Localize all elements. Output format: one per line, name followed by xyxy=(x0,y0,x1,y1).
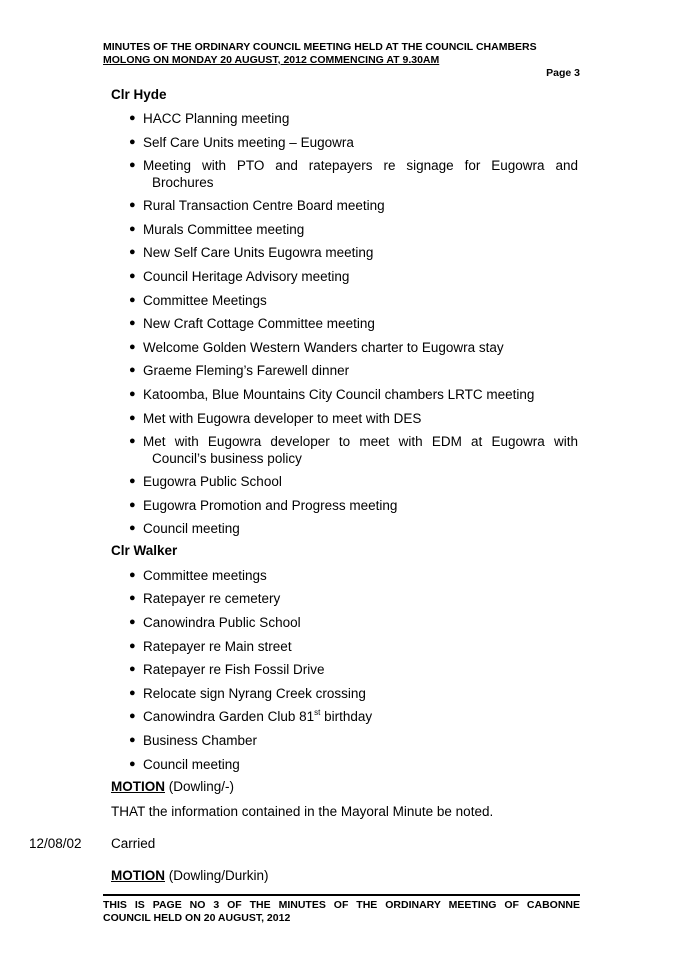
list-item: ● Council meeting xyxy=(129,757,240,772)
motion-line xyxy=(111,779,234,794)
header-line-1: MINUTES OF THE ORDINARY COUNCIL MEETING HELD AT THE COUNCIL CHAMBERS xyxy=(103,41,537,53)
list-item: ● Welcome Golden Western Wanders charter to Eugowra stay xyxy=(129,340,504,355)
bullet-icon: ● xyxy=(129,136,136,148)
header-line-2: MOLONG ON MONDAY 20 AUGUST, 2012 COMMENCING AT 9.30AM xyxy=(103,54,440,66)
motion-movers: (Dowling/Durkin) xyxy=(165,868,269,883)
motion-label: MOTION xyxy=(111,779,165,794)
list-item: ● Committee meetings xyxy=(129,568,267,583)
list-item: ● Self Care Units meeting – Eugowra xyxy=(129,135,354,150)
bullet-icon: ● xyxy=(129,270,136,282)
motion-line xyxy=(111,868,269,883)
motion-label: MOTION xyxy=(111,868,165,883)
bullet-icon: ● xyxy=(129,569,136,581)
list-item: ● Ratepayer re cemetery xyxy=(129,591,281,606)
bullet-icon: ● xyxy=(129,758,136,770)
list-item: ● Relocate sign Nyrang Creek crossing xyxy=(129,686,366,701)
page-header xyxy=(103,41,580,67)
list-item: ● Rural Transaction Centre Board meeting xyxy=(129,198,385,213)
bullet-icon: ● xyxy=(129,412,136,424)
bullet-icon: ● xyxy=(129,592,136,604)
list-item: ● Canowindra Public School xyxy=(129,615,301,630)
page-number: Page 3 xyxy=(546,67,580,79)
bullet-icon: ● xyxy=(129,522,136,534)
bullet-icon: ● xyxy=(129,223,136,235)
bullet-icon: ● xyxy=(129,246,136,258)
bullet-icon: ● xyxy=(129,112,136,124)
bullet-icon: ● xyxy=(129,734,136,746)
list-item: ● New Craft Cottage Committee meeting xyxy=(129,316,375,331)
list-item: ● Business Chamber xyxy=(129,733,258,748)
list-item: ● Met with Eugowra developer to meet with EDM at Eugowra with Council’s business policy xyxy=(129,434,578,466)
list-item: ● Graeme Fleming’s Farewell dinner xyxy=(129,363,350,378)
bullet-icon: ● xyxy=(129,475,136,487)
bullet-icon: ● xyxy=(129,341,136,353)
bullet-icon: ● xyxy=(129,159,136,171)
bullet-icon: ● xyxy=(129,317,136,329)
bullet-icon: ● xyxy=(129,687,136,699)
bullet-icon: ● xyxy=(129,364,136,376)
bullet-icon: ● xyxy=(129,199,136,211)
list-item: ● Canowindra Garden Club 81st birthday xyxy=(129,708,373,724)
section-heading-hyde: Clr Hyde xyxy=(111,87,167,102)
bullet-icon: ● xyxy=(129,663,136,675)
bullet-icon: ● xyxy=(129,616,136,628)
list-item: ● Committee Meetings xyxy=(129,293,267,308)
bullet-icon: ● xyxy=(129,499,136,511)
footer-line-1: THIS IS PAGE NO 3 OF THE MINUTES OF THE ORDINARY MEETING OF CABONNE xyxy=(103,899,580,911)
list-item: ● Ratepayer re Main street xyxy=(129,639,292,654)
list-item: ● Katoomba, Blue Mountains City Council chambers LRTC meeting xyxy=(129,387,535,402)
list-item: ● Murals Committee meeting xyxy=(129,222,305,237)
list-item: ● Eugowra Public School xyxy=(129,474,282,489)
list-item: ● Council Heritage Advisory meeting xyxy=(129,269,350,284)
motion-text: THAT the information contained in the Mayoral Minute be noted. xyxy=(111,804,494,819)
list-item: ● Meeting with PTO and ratepayers re signage for Eugowra and Brochures xyxy=(129,158,578,190)
superscript-ordinal: st xyxy=(314,708,321,717)
list-item: ● Ratepayer re Fish Fossil Drive xyxy=(129,662,325,677)
list-item: ● New Self Care Units Eugowra meeting xyxy=(129,245,374,260)
motion-movers: (Dowling/-) xyxy=(165,779,235,794)
list-item: ● Eugowra Promotion and Progress meeting xyxy=(129,498,398,513)
page-footer xyxy=(103,899,580,925)
bullet-icon: ● xyxy=(129,640,136,652)
resolution-number: 12/08/02 xyxy=(29,836,82,851)
resolution-status: Carried xyxy=(111,836,156,851)
footer-divider xyxy=(103,894,580,896)
list-item: ● Met with Eugowra developer to meet with DES xyxy=(129,411,422,426)
bullet-icon: ● xyxy=(129,388,136,400)
bullet-icon: ● xyxy=(129,710,136,722)
bullet-icon: ● xyxy=(129,294,136,306)
bullet-icon: ● xyxy=(129,435,136,447)
list-item: ● Council meeting xyxy=(129,521,240,536)
section-heading-walker: Clr Walker xyxy=(111,543,178,558)
list-item: ● HACC Planning meeting xyxy=(129,111,290,126)
footer-line-2: COUNCIL HELD ON 20 AUGUST, 2012 xyxy=(103,912,291,924)
